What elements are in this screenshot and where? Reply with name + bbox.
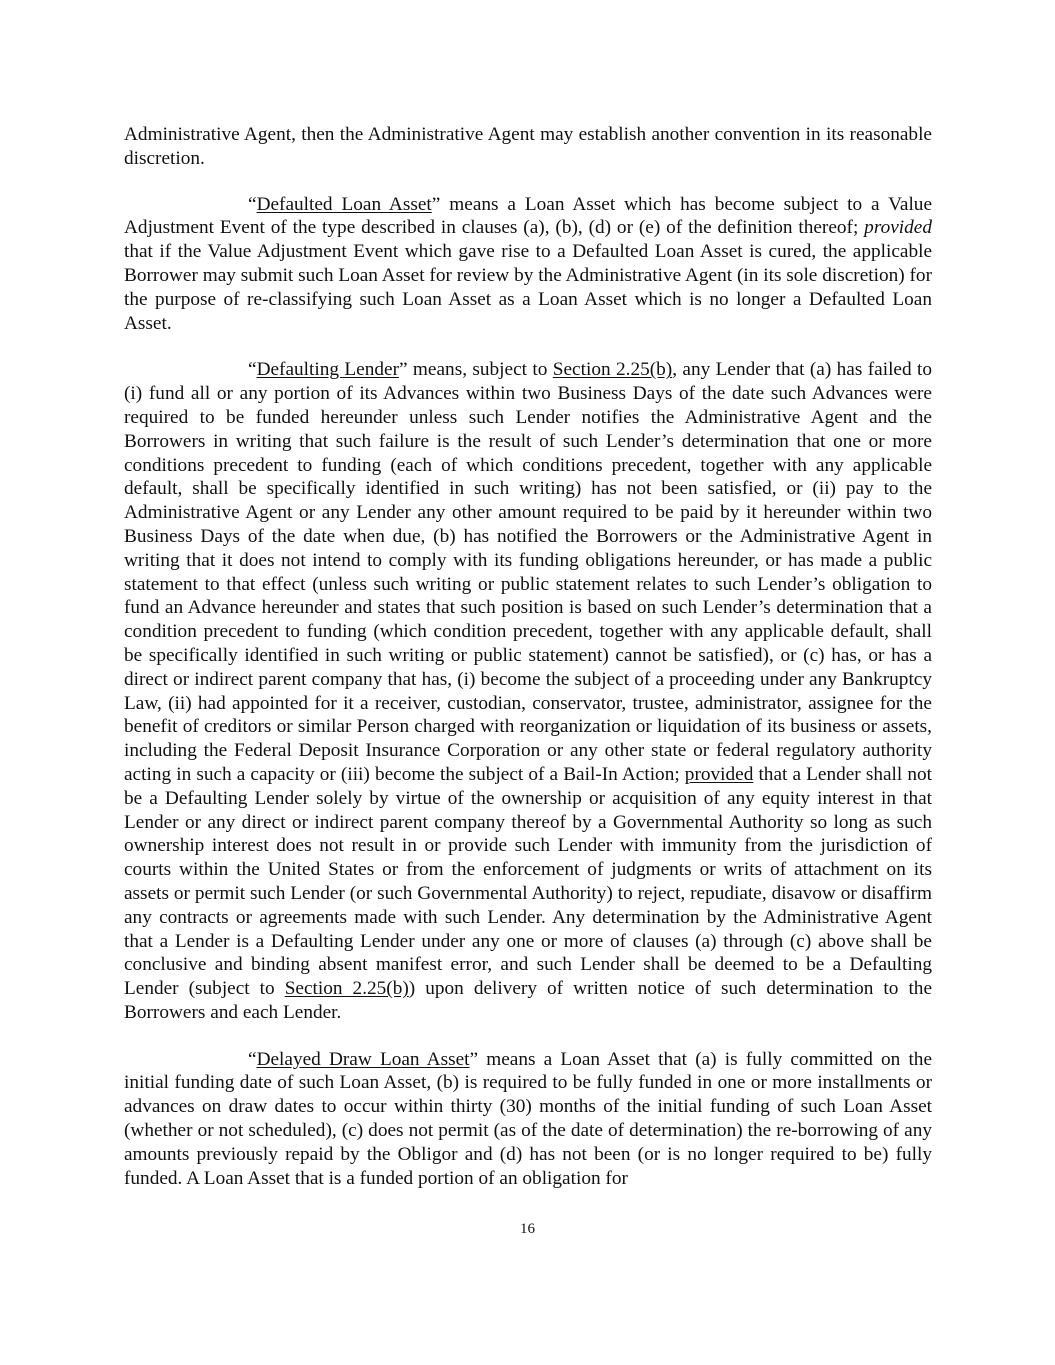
definition-text: ” means a Loan Asset that (a) is fully committed on the initial funding date of such Loan Asset, (b) is required to be fully funded in one or more installments or advances on draw dates to occur within thirty (30) months of the initial funding of such Loan Asset (whether or not scheduled), (c) does not permit (as of the date of determination) the re-borrowing of any amounts previously repaid by the Obligor and (d) has not been (or is no longer required to be) fully funded. A Loan Asset that is a funded portion of an obligation for (124, 1048, 932, 1189)
definition-text: ” means a Loan Asset which has become subject to a Value Adjustment Event of the type described in clauses (a), (b), (d) or (e) of the definition thereof; (124, 193, 933, 239)
definition-text: ” means, subject to (399, 359, 553, 381)
section-reference: Section 2.25(b) (284, 978, 409, 1000)
defined-term: Defaulted Loan Asset (256, 193, 432, 215)
definition-delayed-draw-loan-asset (124, 1048, 932, 1191)
definition-defaulting-lender (124, 358, 932, 1024)
provided-italic: provided (864, 217, 932, 239)
provided-underlined: provided (684, 763, 754, 785)
definition-text: ) upon delivery of written notice of such determination to the Borrowers and each Lender. (124, 978, 933, 1023)
open-quote: “ (248, 193, 257, 215)
section-reference: Section 2.25(b) (552, 359, 673, 381)
definition-text: that a Lender shall not be a Defaulting Lender solely by virtue of the ownership or acquisition of any equity interest in that Lender or any direct or indirect parent company thereof by a Governmental Authority so long as such ownership interest does not result in or provide such Lender with immunity from the jurisdiction of courts within the United States or from the enforcement of judgments or writs of attachment on its assets or permit such Lender (or such Governmental Authority) to reject, repudiate, disavow or disaffirm any contracts or agreements made with such Lender. Any determination by the Administrative Agent that a Lender is a Defaulting Lender under any one or more of clauses (a) through (c) above shall be conclusive and binding absent manifest error, and such Lender shall be deemed to be a Defaulting Lender (subject to (124, 763, 932, 1000)
open-quote: “ (248, 1048, 257, 1070)
defined-term: Delayed Draw Loan Asset (256, 1048, 470, 1070)
page-number: 16 (520, 1221, 535, 1237)
definition-text: that if the Value Adjustment Event which gave rise to a Defaulted Loan Asset is cured, the applicable Borrower may submit such Loan Asset for review by the Administrative Agent (in its sole discretion) for the purpose of re-classifying such Loan Asset as a Loan Asset which is no longer a Defaulted Loan Asset. (124, 241, 932, 334)
paragraph-continuation: Administrative Agent, then the Administrative Agent may establish another convention in its reasonable discretion. (124, 124, 932, 169)
definition-text: , any Lender that (a) has failed to (i) fund all or any portion of its Advances within two Business Days of the date such Advances were required to be funded hereunder unless such Lender notifies the Administrative Agent and the Borrowers in writing that such failure is the result of such Lender’s determination that one or more conditions precedent to funding (each of which conditions precedent, together with any applicable default, shall be specifically identified in such writing) has not been satisfied, or (ii) pay to the Administrative Agent or any Lender any other amount required to be paid by it hereunder within two Business Days of the date when due, (b) has notified the Borrowers or the Administrative Agent in writing that it does not intend to comply with its funding obligations hereunder, or has made a public statement to that effect (unless such writing or public statement relates to such Lender’s obligation to fund an Advance hereunder and states that such position is based on such Lender’s determination that a condition precedent to funding (which condition precedent, together with any applicable default, shall be specifically identified in such writing or public statement) cannot be satisfied), or (c) has, or has a direct or indirect parent company that has, (i) become the subject of a proceeding under any Bankruptcy Law, (ii) had appointed for it a receiver, custodian, conservator, trustee, administrator, assignee for the benefit of creditors or similar Person charged with reorganization or liquidation of its business or assets, including the Federal Deposit Insurance Corporation or any other state or federal regulatory authority acting in such a capacity or (iii) become the subject of a Bail-In Action; (124, 359, 932, 785)
definition-defaulted-loan-asset (124, 193, 932, 336)
document-page (124, 123, 932, 1213)
open-quote: “ (248, 359, 257, 381)
defined-term: Defaulting Lender (256, 359, 399, 381)
